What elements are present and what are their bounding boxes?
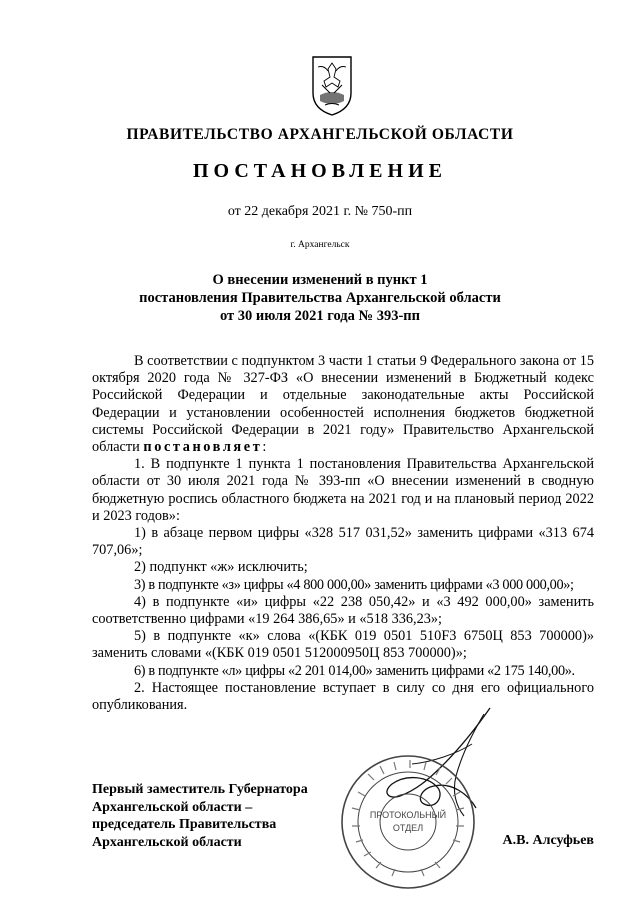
subitem-2: 2) подпункт «ж» исключить; bbox=[134, 559, 308, 576]
organization-title: ПРАВИТЕЛЬСТВО АРХАНГЕЛЬСКОЙ ОБЛАСТИ bbox=[126, 126, 514, 143]
signatory-position bbox=[92, 781, 308, 851]
subitem-4: 4) в подпункте «и» цифры «22 238 050,42» и «3 492 000,00» заменить соответственно цифрами «19 264 386,65» и «518 336,23»; bbox=[92, 593, 594, 628]
coat-of-arms-icon bbox=[310, 55, 354, 117]
position-line: Архангельской области bbox=[92, 834, 242, 850]
item-2: 2. Настоящее постановление вступает в силу со дня его официального опубликования. bbox=[92, 679, 594, 714]
item-1: 1. В подпункте 1 пункта 1 постановления Правительства Архангельской области от 30 июля 2021 года № 393-пп «О внесении изменений в сводную бюджетную роспись областного бюджета на 2021 год и на плановый период 2022 и 2023 годов»: bbox=[92, 456, 594, 524]
stamp-text: ОТДЕЛ bbox=[392, 823, 424, 833]
subitem-6: 6) в подпункте «л» цифры «2 201 014,00» заменить цифрами «2 175 140,00». bbox=[134, 662, 575, 679]
position-line: председатель Правительства bbox=[92, 817, 277, 832]
decree-word: постановляет bbox=[143, 439, 263, 456]
document-subject bbox=[0, 271, 640, 325]
city: г. Архангельск bbox=[290, 240, 350, 250]
subject-line: от 30 июля 2021 года № 393-пп bbox=[220, 308, 420, 324]
subject-line: постановления Правительства Архангельской области bbox=[139, 290, 501, 306]
document-body bbox=[92, 353, 594, 714]
subitem-1: 1) в абзаце первом цифры «328 517 031,52» заменить цифрами «313 674 707,06»; bbox=[92, 525, 594, 559]
document-type: ПОСТАНОВЛЕНИЕ bbox=[193, 160, 447, 182]
official-stamp bbox=[338, 752, 478, 892]
position-line: Первый заместитель Губернатора bbox=[92, 782, 308, 797]
position-line: Архангельской области – bbox=[92, 799, 253, 815]
signatory-name: А.В. Алсуфьев bbox=[502, 833, 594, 848]
subitem-3: 3) в подпункте «з» цифры «4 800 000,00» заменить цифрами «3 000 000,00»; bbox=[134, 576, 574, 593]
subitem-5: 5) в подпункте «к» слова «(КБК 019 0501 510F3 6750Ц 853 700000)» заменить словами «(КБК 019 0501 512000950Ц 853 700000)»; bbox=[92, 628, 594, 662]
preamble-text: В соответствии с подпунктом 3 части 1 статьи 9 Федерального закона от 15 октября 2020 года № 327-ФЗ «О внесении изменений в Бюджетный кодекс Российской Федерации и отдельные законодательные акты Российской Федерации и установлении особенностей исполнения бюджетов бюджетной системы Российской Федерации в 2021 году» Правительство Архангельской области bbox=[92, 353, 594, 456]
preamble-paragraph: В соответствии с подпунктом 3 части 1 статьи 9 Федерального закона от 15 октября 2020 года № 327-ФЗ «О внесении изменений в Бюджетный кодекс Российской Федерации и отдельные законодательные акты Российской Федерации и установлении особенностей исполнения бюджетов бюджетной системы Российской Федерации в 2021 году» Правительство Архангельской области постановляет: bbox=[92, 353, 594, 456]
subject-line: О внесении изменений в пункт 1 bbox=[212, 272, 428, 288]
stamp-text: ПРОТОКОЛЬНЫЙ bbox=[369, 810, 447, 820]
date-and-number: от 22 декабря 2021 г. № 750-пп bbox=[227, 204, 413, 219]
